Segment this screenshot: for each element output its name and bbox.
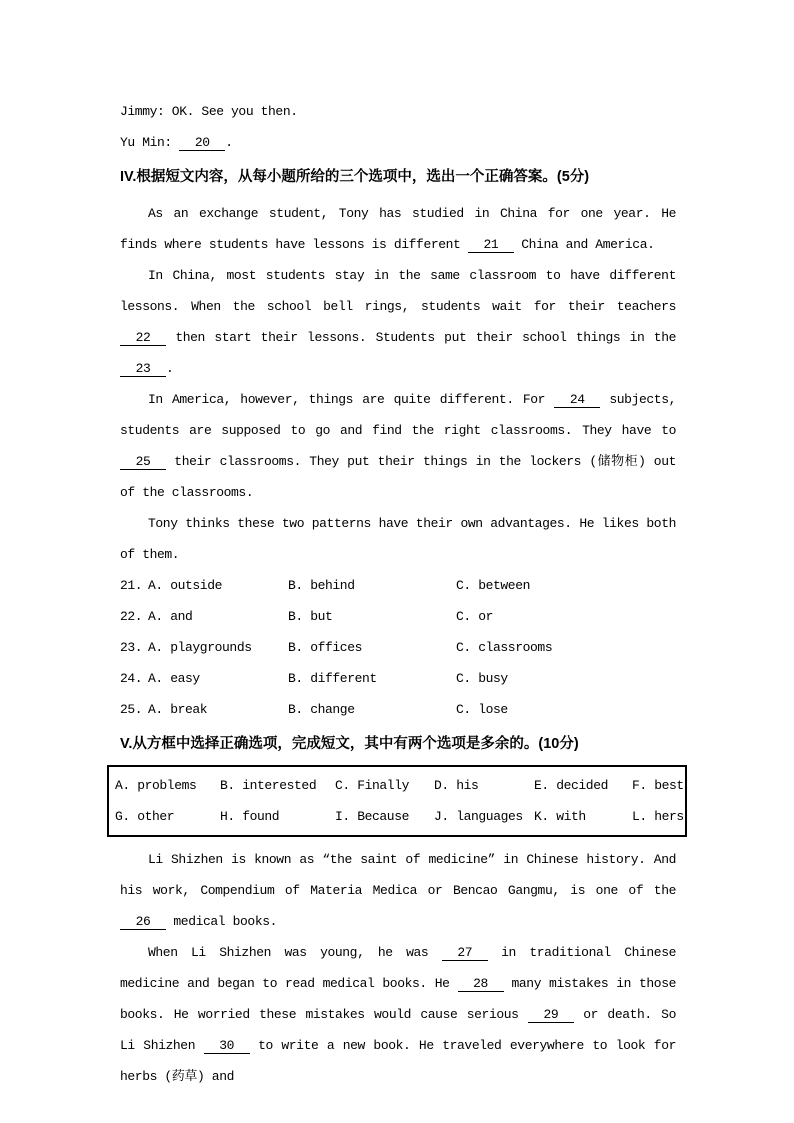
cloze-paragraph-2: When Li Shizhen was young, he was 27 in traditional Chinese medicine and began to read medical books. He 28 many mistakes in those books. He worried these mistakes would cause serious 29 or death. So Li Shizhen 30 to write a new book. He traveled everywhere to look for herbs (药草) and bbox=[120, 945, 676, 1084]
answer-blank-21: 21 bbox=[468, 238, 514, 253]
dialogue-line-yumin: Yu Min: 20 . bbox=[120, 135, 233, 150]
answer-blank-24: 24 bbox=[554, 393, 600, 408]
answer-blank-22: 22 bbox=[120, 331, 166, 346]
answer-blank-28: 28 bbox=[458, 977, 504, 992]
section4-heading: IV.根据短文内容，从每小题所给的三个选项中，选出一个正确答案。(5分) bbox=[120, 169, 590, 185]
word-bank-option-j: J. languages bbox=[434, 809, 523, 824]
question-22 bbox=[120, 601, 676, 632]
question-number: 23. bbox=[120, 640, 143, 655]
answer-blank-27: 27 bbox=[442, 946, 488, 961]
passage-paragraph-1: As an exchange student, Tony has studied in China for one year. He finds where students have lessons is different 21 China and America. bbox=[120, 206, 676, 252]
answer-blank-20: 20 bbox=[179, 136, 225, 151]
word-bank-option-d: D. his bbox=[434, 778, 479, 793]
word-bank-option-e: E. decided bbox=[534, 778, 609, 793]
question-number: 22. bbox=[120, 609, 143, 624]
word-bank-box bbox=[107, 765, 687, 837]
section5-heading: V.从方框中选择正确选项，完成短文，其中有两个选项是多余的。(10分) bbox=[120, 736, 579, 752]
option-b: B. behind bbox=[288, 578, 355, 593]
question-23 bbox=[120, 632, 676, 663]
cloze-paragraph-1: Li Shizhen is known as “the saint of medicine” in Chinese history. And his work, Compendium of Materia Medica or Bencao Gangmu, is one of the 26 medical books. bbox=[120, 852, 676, 929]
answer-blank-29: 29 bbox=[528, 1008, 574, 1023]
word-bank-option-b: B. interested bbox=[220, 778, 317, 793]
word-bank-option-l: L. hers bbox=[632, 809, 684, 824]
answer-blank-26: 26 bbox=[120, 915, 166, 930]
option-b: B. different bbox=[288, 671, 377, 686]
option-c: C. lose bbox=[456, 702, 508, 717]
answer-blank-30: 30 bbox=[204, 1039, 250, 1054]
answer-blank-25: 25 bbox=[120, 455, 166, 470]
option-a: A. and bbox=[148, 609, 193, 624]
option-a: A. easy bbox=[148, 671, 200, 686]
question-number: 21. bbox=[120, 578, 143, 593]
passage-paragraph-4: Tony thinks these two patterns have their own advantages. He likes both of them. bbox=[120, 516, 676, 562]
option-c: C. or bbox=[456, 609, 494, 624]
option-c: C. classrooms bbox=[456, 640, 553, 655]
word-bank-option-f: F. best bbox=[632, 778, 684, 793]
option-c: C. between bbox=[456, 578, 531, 593]
option-b: B. offices bbox=[288, 640, 363, 655]
word-bank-option-g: G. other bbox=[115, 809, 175, 824]
question-number: 25. bbox=[120, 702, 143, 717]
option-b: B. change bbox=[288, 702, 355, 717]
question-number: 24. bbox=[120, 671, 143, 686]
option-a: A. outside bbox=[148, 578, 223, 593]
question-24 bbox=[120, 663, 676, 694]
dialogue-line-jimmy: Jimmy: OK. See you then. bbox=[120, 104, 298, 119]
passage-paragraph-2: In China, most students stay in the same classroom to have different lessons. When the school bell rings, students wait for their teachers 22 then start their lessons. Students put their school things in the 23 . bbox=[120, 268, 676, 376]
question-25 bbox=[120, 694, 676, 725]
option-c: C. busy bbox=[456, 671, 508, 686]
question-21 bbox=[120, 570, 676, 601]
word-bank-row-2 bbox=[115, 801, 685, 832]
option-b: B. but bbox=[288, 609, 333, 624]
word-bank-option-k: K. with bbox=[534, 809, 586, 824]
word-bank-option-h: H. found bbox=[220, 809, 280, 824]
word-bank-option-a: A. problems bbox=[115, 778, 197, 793]
answer-blank-23: 23 bbox=[120, 362, 166, 377]
word-bank-option-c: C. Finally bbox=[335, 778, 410, 793]
passage-paragraph-3: In America, however, things are quite different. For 24 subjects, students are supposed to go and find the right classrooms. They have to 25 their classrooms. They put their things in the lockers (储物柜) out of the classrooms. bbox=[120, 392, 676, 500]
word-bank-option-i: I. Because bbox=[335, 809, 410, 824]
word-bank-row-1 bbox=[115, 770, 685, 801]
option-a: A. break bbox=[148, 702, 208, 717]
option-a: A. playgrounds bbox=[148, 640, 252, 655]
